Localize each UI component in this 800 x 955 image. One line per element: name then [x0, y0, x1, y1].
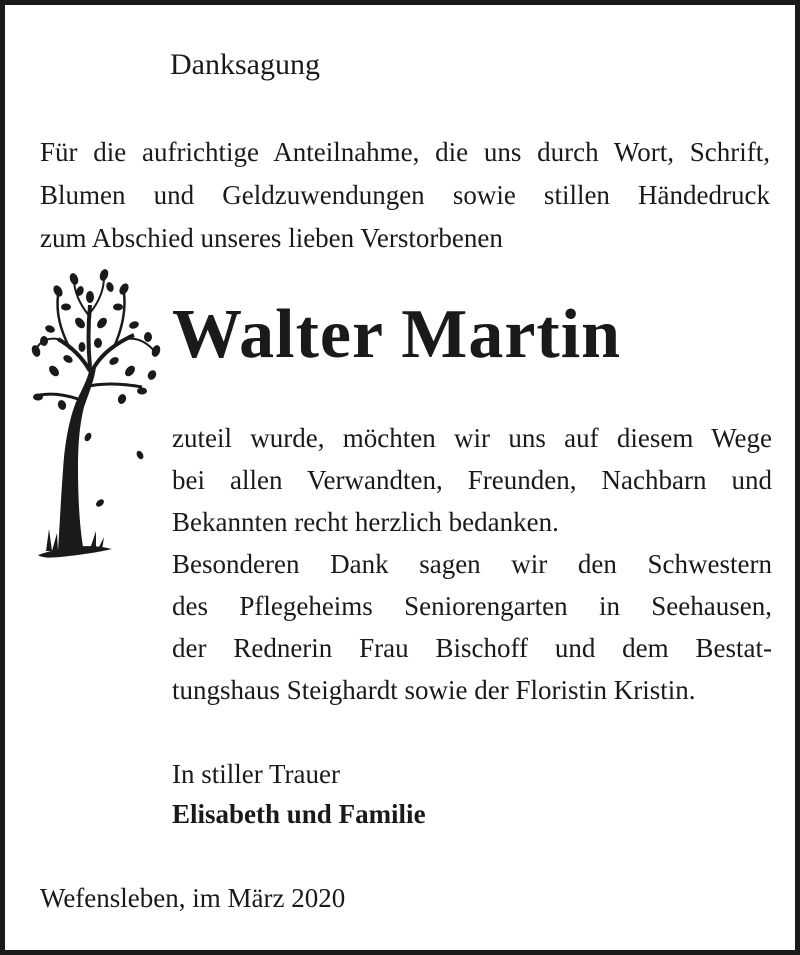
intro-line: Für die aufrichtige Anteilnahme, die uns durch Wort, Schrift,	[40, 137, 770, 167]
thanks-line: Besonderen Dank sagen wir den Schwestern	[172, 549, 772, 579]
thanks-line: tungshaus Steighardt sowie der Floristin Kristin.	[172, 675, 696, 705]
thanks-line: bei allen Verwandten, Freunden, Nachbarn und	[172, 465, 772, 495]
intro-line: zum Abschied unseres lieben Verstorbenen	[40, 223, 503, 253]
deceased-name: Walter Martin	[172, 296, 622, 373]
thanks-line: der Rednerin Frau Bischoff und dem Bestat-	[172, 633, 772, 663]
signatories: Elisabeth und Familie	[172, 799, 426, 829]
tree-silhouette-icon	[30, 267, 165, 562]
intro-line: Blumen und Geldzuwendungen sowie stillen Händedruck	[40, 180, 770, 210]
thanks-text	[172, 417, 772, 711]
thanks-line: zuteil wurde, möchten wir uns auf diesem Wege	[172, 423, 772, 453]
mourning-phrase: In stiller Trauer	[172, 759, 340, 789]
intro-text	[40, 131, 770, 260]
thanks-line: des Pflegeheims Seniorengarten in Seehausen,	[172, 591, 772, 621]
notice-heading: Danksagung	[170, 48, 320, 81]
thanks-line: Bekannten recht herzlich bedanken.	[172, 507, 559, 537]
place-date: Wefensleben, im März 2020	[40, 883, 346, 913]
